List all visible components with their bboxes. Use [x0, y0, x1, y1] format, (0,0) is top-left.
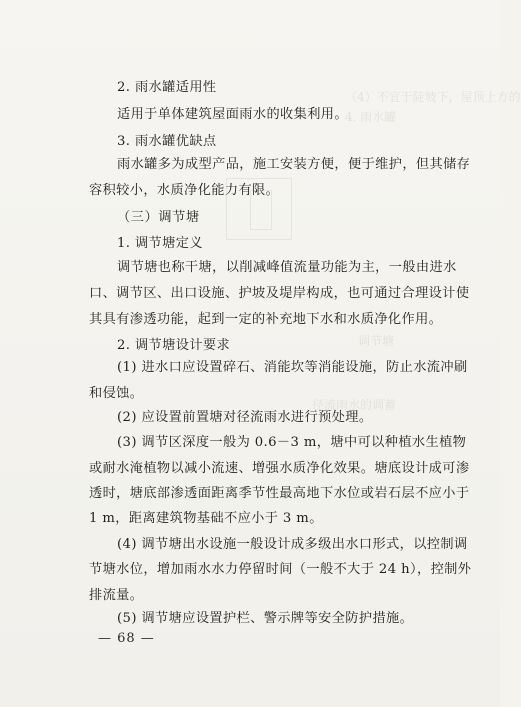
paragraph-line: 容积较小，水质净化能力有限。 [89, 183, 280, 198]
paragraph-line: 其具有渗透功能，起到一定的补充地下水和水质净化作用。 [89, 312, 443, 327]
paragraph-line: (4) 调节塘出水设施一般设计成多级出水口形式，以控制调 [117, 537, 468, 552]
paragraph-line: 1 m，距离建筑物基础不应小于 3 m。 [89, 511, 323, 526]
paragraph-line: 适用于单体建筑屋面雨水的收集利用。 [117, 107, 348, 122]
section-heading: （三）调节塘 [117, 210, 200, 225]
paragraph-line: (3) 调节区深度一般为 0.6－3 m，塘中可以种植水生植物 [117, 435, 467, 450]
bleed-through-text: 径流雨水的调蓄 [312, 398, 397, 412]
subheading: 1. 调节塘定义 [117, 236, 203, 251]
paragraph-line: 或耐水淹植物以减小流速、增强水质净化效果。塘底设计成可渗 [89, 461, 470, 476]
bleed-through-text: 4. 雨水罐 [345, 110, 397, 124]
subheading: 2. 雨水罐适用性 [117, 80, 217, 95]
paragraph-line: 节塘水位，增加雨水水力停留时间（一般不大于 24 h），控制外 [89, 562, 472, 577]
paragraph-line: 调节塘也称干塘，以削减峰值流量功能为主，一般由进水 [117, 260, 457, 275]
paragraph-line: 雨水罐多为成型产品，施工安装方便，便于维护，但其储存 [117, 157, 471, 172]
paragraph-line: 排流量。 [89, 588, 144, 603]
subheading: 3. 雨水罐优缺点 [117, 134, 217, 149]
paragraph-line: 和侵蚀。 [89, 386, 144, 401]
page-number: — 68 — [98, 631, 155, 646]
bleed-through-text: 调节塘 [358, 334, 395, 348]
paragraph-line: 透时，塘底部渗透面距离季节性最高地下水位或岩石层不应小于 [89, 486, 470, 501]
paragraph-line: 口、调节区、出口设施、护坡及堤岸构成，也可通过合理设计使 [89, 286, 470, 301]
subheading: 2. 调节塘设计要求 [117, 338, 231, 353]
paragraph-line: (1) 进水口应设置碎石、消能坎等消能设施，防止水流冲刷 [117, 360, 468, 375]
bleed-through-text: （4）不宜于陡坡下，屋顶上方的 [345, 90, 521, 104]
paragraph-line: (5) 调节塘应设置护栏、警示牌等安全防护措施。 [117, 611, 414, 626]
paragraph-line: (2) 应设置前置塘对径流雨水进行预处理。 [117, 410, 373, 425]
